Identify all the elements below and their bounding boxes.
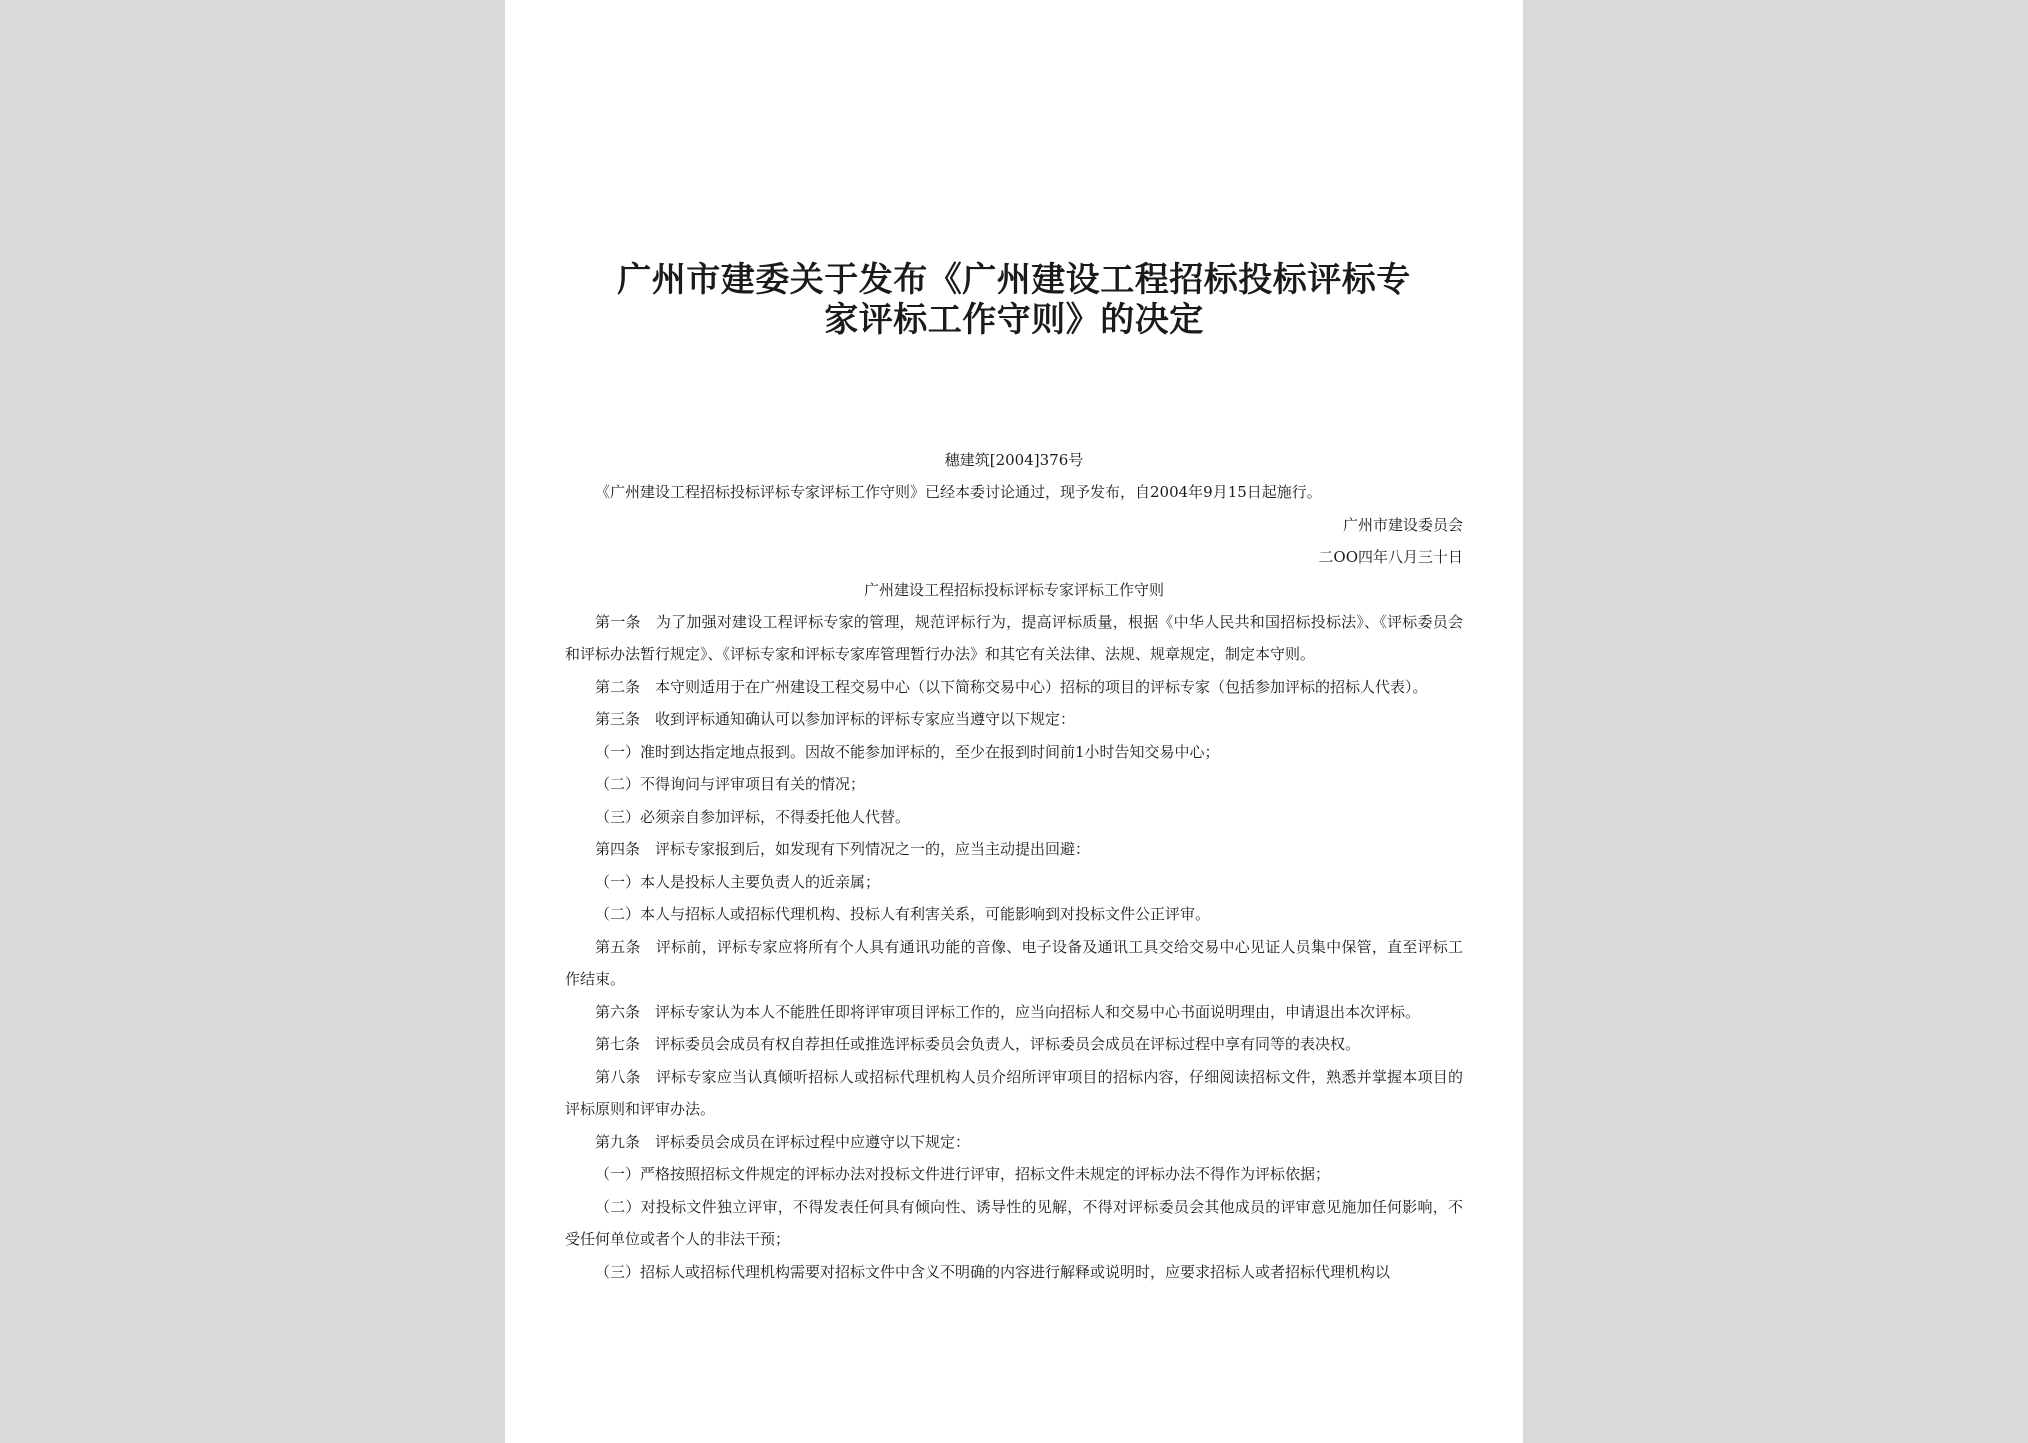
paragraph: 第二条 本守则适用于在广州建设工程交易中心（以下简称交易中心）招标的项目的评标专家（包括参加评标的招标人代表）。 (595, 677, 1428, 696)
paragraph: （二）不得询问与评审项目有关的情况； (595, 775, 866, 793)
rules-body (565, 606, 1463, 1289)
paragraph: （一）严格按照招标文件规定的评标办法对投标文件进行评审，招标文件未规定的评标办法不得作为评标依据； (595, 1165, 1331, 1183)
paragraph: 第一条 为了加强对建设工程评标专家的管理，规范评标行为，提高评标质量，根据《中华人民共和国招标投标法》、《评标委员会和评标办法暂行规定》、《评标专家和评标专家库管理暂行办法》和其它有关法律、法规、规章规定，制定本守则。 (565, 612, 1463, 663)
paragraph: 第七条 评标委员会成员有权自荐担任或推选评标委员会负责人，评标委员会成员在评标过程中享有同等的表决权。 (595, 1035, 1361, 1053)
document-number: 穗建筑[2004]376号 (944, 451, 1084, 469)
paragraph: （三）招标人或招标代理机构需要对招标文件中含义不明确的内容进行解释或说明时，应要求招标人或者招标代理机构以 (595, 1262, 1391, 1281)
rules-title: 广州建设工程招标投标评标专家评标工作守则 (863, 580, 1164, 599)
title-line-1: 广州市建委关于发布《广州建设工程招标投标评标专 (617, 260, 1411, 300)
document-page (505, 0, 1523, 1443)
intro-paragraph: 《广州建设工程招标投标评标专家评标工作守则》已经本委讨论通过，现予发布，自2004年9月15日起施行。 (595, 483, 1322, 501)
document-title (565, 260, 1463, 340)
paragraph: （一）本人是投标人主要负责人的近亲属； (595, 872, 881, 891)
issue-date: 二OO四年八月三十日 (1318, 548, 1463, 566)
paragraph: 第九条 评标委员会成员在评标过程中应遵守以下规定： (595, 1132, 971, 1151)
paragraph: （二）本人与招标人或招标代理机构、投标人有利害关系，可能影响到对投标文件公正评审。 (595, 905, 1211, 923)
paragraph: （一）准时到达指定地点报到。因故不能参加评标的，至少在报到时间前1小时告知交易中心； (595, 742, 1220, 761)
paragraph: 第五条 评标前，评标专家应将所有个人具有通讯功能的音像、电子设备及通讯工具交给交易中心见证人员集中保管，直至评标工作结束。 (565, 937, 1463, 988)
paragraph: 第八条 评标专家应当认真倾听招标人或招标代理机构人员介绍所评审项目的招标内容，仔细阅读招标文件，熟悉并掌握本项目的评标原则和评审办法。 (565, 1067, 1463, 1118)
paragraph: 第三条 收到评标通知确认可以参加评标的评标专家应当遵守以下规定： (595, 710, 1076, 728)
paragraph: 第四条 评标专家报到后，如发现有下列情况之一的，应当主动提出回避： (595, 840, 1091, 858)
title-line-2: 家评标工作守则》的决定 (824, 300, 1204, 340)
issuer: 广州市建设委员会 (1342, 515, 1463, 534)
paragraph: （二）对投标文件独立评审，不得发表任何具有倾向性、诱导性的见解，不得对评标委员会其他成员的评审意见施加任何影响，不受任何单位或者个人的非法干预； (565, 1197, 1463, 1248)
paragraph: （三）必须亲自参加评标，不得委托他人代替。 (595, 807, 911, 826)
paragraph: 第六条 评标专家认为本人不能胜任即将评审项目评标工作的，应当向招标人和交易中心书面说明理由，申请退出本次评标。 (595, 1002, 1421, 1021)
